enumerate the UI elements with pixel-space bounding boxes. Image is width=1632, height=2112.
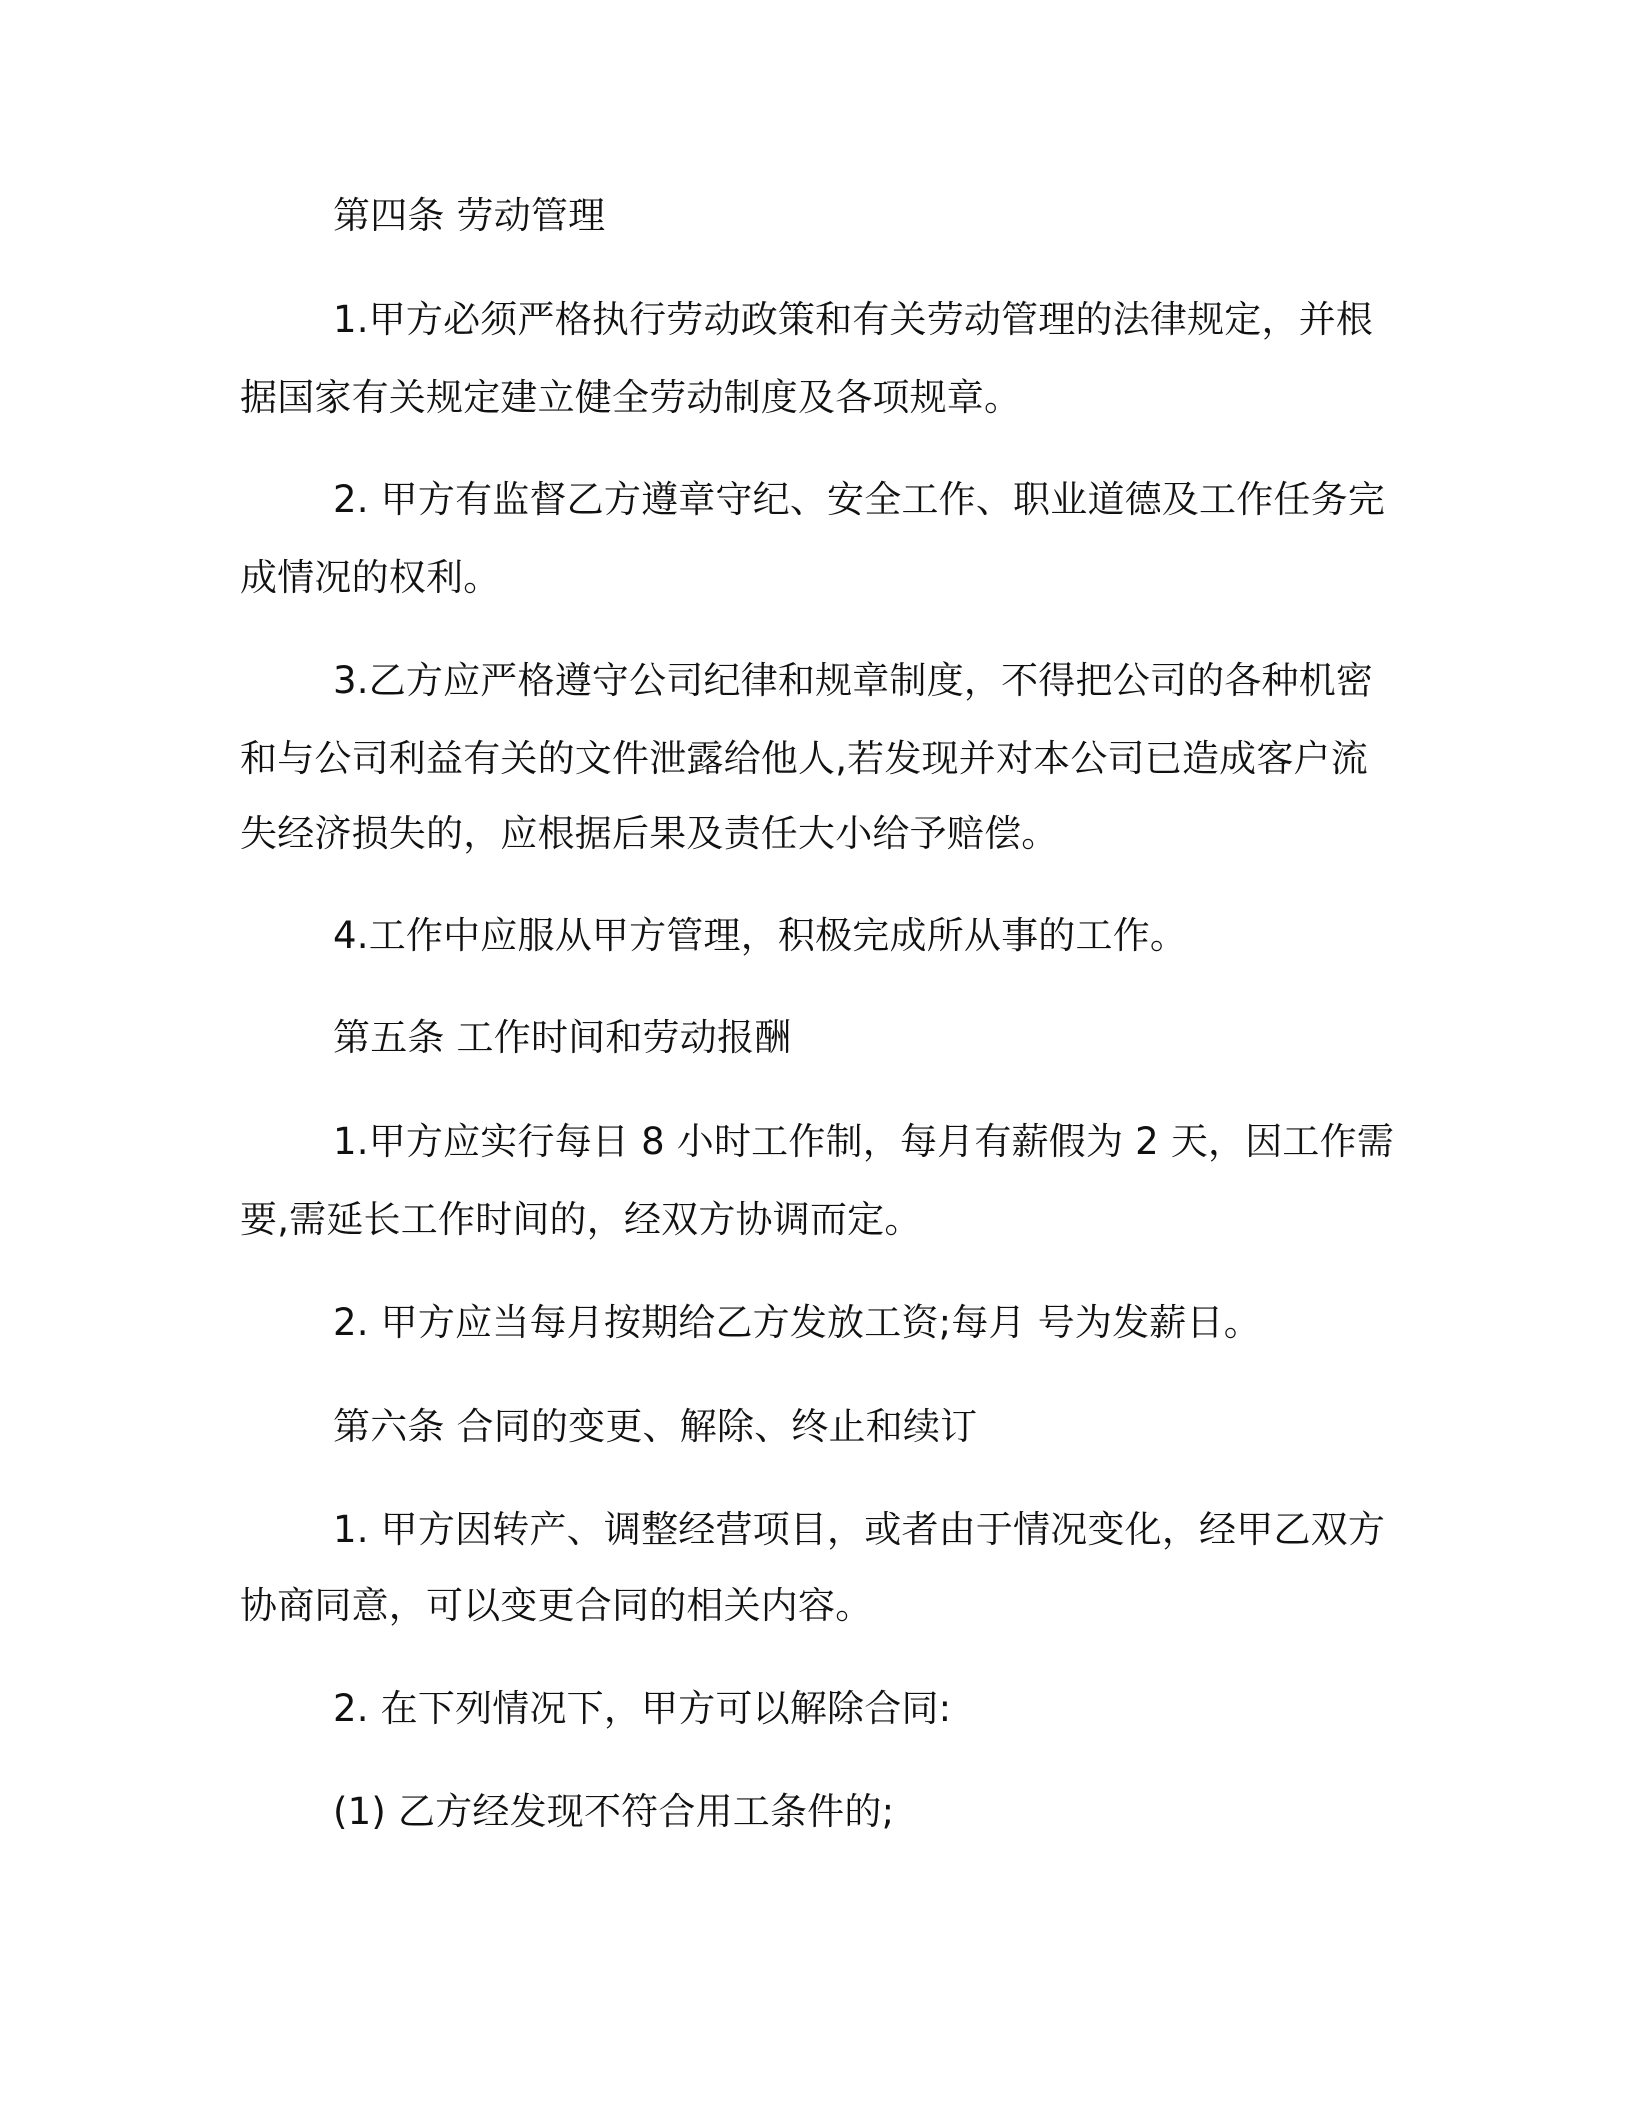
article5-heading: 第五条 工作时间和劳动报酬 <box>333 1016 792 1059</box>
article6-heading: 第六条 合同的变更、解除、终止和续订 <box>333 1405 978 1448</box>
article4-heading: 第四条 劳动管理 <box>333 194 606 237</box>
article4-item1-line2: 据国家有关规定建立健全劳动制度及各项规章。 <box>240 376 1022 419</box>
article4-item4-line1: 4.工作中应服从甲方管理，积极完成所从事的工作。 <box>333 914 1188 957</box>
article5-item1-line1: 1.甲方应实行每日 8 小时工作制，每月有薪假为 2 天，因工作需 <box>333 1120 1395 1163</box>
article6-sub1-line1: (1) 乙方经发现不符合用工条件的; <box>333 1790 895 1833</box>
article4-item2-line2: 成情况的权利。 <box>240 556 501 599</box>
article5-item2-line1: 2. 甲方应当每月按期给乙方发放工资;每月 号为发薪日。 <box>333 1301 1261 1344</box>
article4-item1-line1: 1.甲方必须严格执行劳动政策和有关劳动管理的法律规定，并根 <box>333 298 1374 341</box>
article5-item1-line2: 要,需延长工作时间的，经双方协调而定。 <box>240 1198 922 1241</box>
article4-item3-line1: 3.乙方应严格遵守公司纪律和规章制度，不得把公司的各种机密 <box>333 659 1374 702</box>
article4-item3-line2: 和与公司利益有关的文件泄露给他人,若发现并对本公司已造成客户流 <box>240 737 1368 780</box>
article6-item1-line2: 协商同意，可以变更合同的相关内容。 <box>240 1584 873 1627</box>
article6-item1-line1: 1. 甲方因转产、调整经营项目，或者由于情况变化，经甲乙双方 <box>333 1508 1386 1551</box>
article6-item2-line1: 2. 在下列情况下，甲方可以解除合同: <box>333 1687 952 1730</box>
article4-item3-line3: 失经济损失的，应根据后果及责任大小给予赔偿。 <box>240 812 1059 855</box>
article4-item2-line1: 2. 甲方有监督乙方遵章守纪、安全工作、职业道德及工作任务完 <box>333 478 1386 521</box>
